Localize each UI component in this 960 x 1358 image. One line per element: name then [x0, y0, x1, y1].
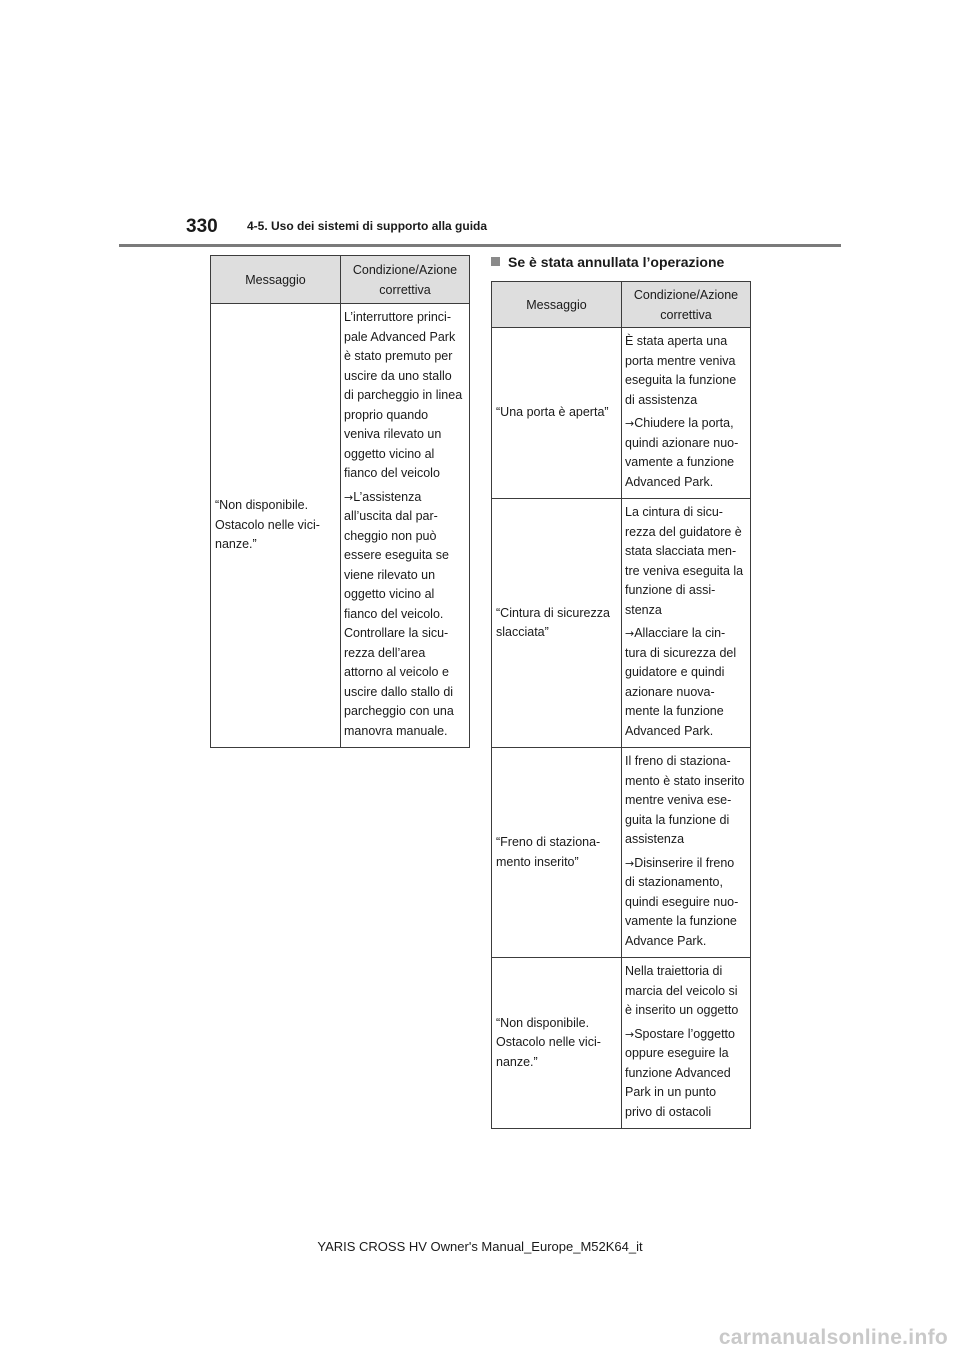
- action-line: rezza dell’area: [344, 645, 426, 660]
- condition-line: È stata aperta una: [625, 334, 728, 348]
- condition-line: veniva rilevato un: [344, 427, 442, 441]
- column-header-message: Messaggio: [211, 256, 341, 304]
- message-table-right: [491, 281, 751, 1129]
- action-line: Spostare l’oggetto: [634, 1026, 735, 1041]
- column-header-condition: [341, 256, 470, 304]
- condition-text: [625, 962, 746, 1021]
- table-row: [492, 328, 751, 499]
- condition-line: funzione di assi-: [625, 583, 716, 597]
- condition-cell: [622, 328, 751, 499]
- action-line: Advanced Park.: [625, 474, 714, 489]
- watermark: carmanualsonline.info: [718, 1326, 948, 1349]
- condition-line: pale Advanced Park: [344, 329, 456, 344]
- message-cell: [492, 958, 622, 1129]
- action-line: privo di ostacoli: [625, 1104, 712, 1119]
- action-line: Disinserire il freno: [634, 855, 735, 870]
- column-header-condition: [622, 282, 751, 328]
- column-header-condition-line1: Condizione/Azione: [352, 262, 458, 277]
- section-subheading: [491, 254, 724, 270]
- condition-line: è inserito un oggetto: [625, 1003, 739, 1017]
- action-text: [625, 854, 746, 952]
- condition-text: [344, 308, 465, 484]
- message-cell: [492, 499, 622, 748]
- message-line: “Una porta è aperta”: [496, 405, 609, 420]
- message-line: “Non disponibile.: [215, 498, 309, 513]
- action-line: parcheggio con una: [344, 704, 454, 718]
- condition-line: stata slacciata men-: [625, 544, 737, 558]
- action-text: [344, 488, 465, 742]
- action-line: oppure eseguire la: [625, 1046, 729, 1060]
- section-title: 4-5. Uso dei sistemi di supporto alla guida: [247, 219, 488, 233]
- condition-line: Nella traiettoria di: [625, 964, 723, 978]
- condition-text: [625, 752, 746, 850]
- message-line: “Cintura di sicurezza: [496, 605, 610, 620]
- message-line: slacciata”: [496, 625, 549, 639]
- action-line: viene rilevato un: [344, 567, 436, 582]
- action-line: L’assistenza: [353, 489, 422, 504]
- action-line: quindi azionare nuo-: [625, 435, 739, 450]
- action-line: all’uscita dal par-: [344, 509, 438, 523]
- condition-text: [625, 503, 746, 620]
- subheading-text: Se è stata annullata l’operazione: [508, 254, 725, 270]
- message-cell: [492, 748, 622, 958]
- action-line: Controllare la sicu-: [344, 626, 449, 640]
- condition-line: tre veniva eseguita la: [625, 563, 744, 578]
- arrow-icon: →: [344, 490, 354, 504]
- condition-line: di assistenza: [625, 392, 698, 407]
- condition-line: di parcheggio in linea: [344, 388, 463, 402]
- condition-line: rezza del guidatore è: [625, 524, 742, 539]
- square-bullet-icon: [491, 257, 500, 266]
- action-line: Chiudere la porta,: [634, 416, 734, 430]
- condition-line: Il freno di staziona-: [625, 754, 731, 768]
- condition-line: fianco del veicolo: [344, 466, 440, 480]
- condition-line: eseguita la funzione: [625, 373, 737, 387]
- condition-line: proprio quando: [344, 407, 429, 422]
- message-line: Ostacolo nelle vici-: [215, 517, 320, 532]
- action-line: azionare nuova-: [625, 684, 715, 699]
- condition-line: porta mentre veniva: [625, 353, 736, 368]
- action-line: cheggio non può: [344, 528, 437, 543]
- action-line: vamente la funzione: [625, 914, 737, 928]
- action-text: [625, 414, 746, 492]
- page-number: 330: [186, 216, 218, 237]
- condition-cell: [622, 499, 751, 748]
- condition-line: mento è stato inserito: [625, 773, 745, 788]
- column-header-message: Messaggio: [492, 282, 622, 328]
- arrow-icon: →: [625, 856, 635, 870]
- table-row: [211, 304, 470, 748]
- action-line: Advance Park.: [625, 933, 707, 948]
- message-line: “Non disponibile.: [496, 1015, 590, 1030]
- message-cell: [211, 304, 341, 748]
- action-line: guidatore e quindi: [625, 665, 725, 679]
- table-row: [492, 748, 751, 958]
- message-line: nanze.”: [496, 1054, 538, 1069]
- column-header-condition-line2: correttiva: [660, 307, 712, 322]
- message-cell: [492, 328, 622, 499]
- condition-line: mentre veniva ese-: [625, 793, 732, 807]
- action-line: essere eseguita se: [344, 548, 449, 562]
- arrow-icon: →: [625, 627, 635, 640]
- condition-line: è stato premuto per: [344, 349, 453, 363]
- table-row: [492, 958, 751, 1129]
- arrow-icon: →: [625, 417, 635, 430]
- action-line: quindi eseguire nuo-: [625, 894, 739, 909]
- action-line: oggetto vicino al: [344, 587, 435, 601]
- message-line: Ostacolo nelle vici-: [496, 1035, 601, 1050]
- condition-line: marcia del veicolo si: [625, 983, 738, 998]
- condition-line: uscire da uno stallo: [344, 368, 452, 383]
- condition-line: stenza: [625, 602, 662, 617]
- header-divider: [119, 244, 841, 247]
- condition-cell: [622, 958, 751, 1129]
- action-line: mente la funzione: [625, 704, 724, 718]
- message-line: mento inserito”: [496, 854, 579, 869]
- action-line: di stazionamento,: [625, 875, 723, 889]
- arrow-icon: →: [625, 1027, 635, 1041]
- action-line: vamente a funzione: [625, 455, 735, 469]
- condition-line: guita la funzione di: [625, 812, 730, 827]
- condition-line: oggetto vicino al: [344, 446, 435, 461]
- column-header-condition-line1: Condizione/Azione: [633, 287, 739, 302]
- condition-cell: [341, 304, 470, 748]
- action-line: tura di sicurezza del: [625, 645, 737, 660]
- message-line: “Freno di staziona-: [496, 835, 601, 849]
- action-line: uscire dallo stallo di: [344, 684, 454, 699]
- action-text: [625, 1025, 746, 1123]
- table-row: [492, 499, 751, 748]
- condition-line: La cintura di sicu-: [625, 505, 723, 519]
- condition-text: [625, 332, 746, 410]
- action-text: [625, 624, 746, 741]
- action-line: attorno al veicolo e: [344, 665, 449, 679]
- message-table-left: [210, 255, 470, 748]
- action-line: Park in un punto: [625, 1085, 717, 1099]
- action-line: manovra manuale.: [344, 723, 448, 738]
- condition-line: L’interruttore princi-: [344, 310, 451, 324]
- message-line: nanze.”: [215, 537, 257, 552]
- action-line: fianco del veicolo.: [344, 606, 444, 621]
- condition-line: assistenza: [625, 832, 685, 846]
- action-line: Allacciare la cin-: [634, 626, 726, 640]
- document-footer: YARIS CROSS HV Owner's Manual_Europe_M52K64_it: [317, 1239, 643, 1254]
- condition-cell: [622, 748, 751, 958]
- action-line: Advanced Park.: [625, 723, 714, 738]
- action-line: funzione Advanced: [625, 1065, 731, 1080]
- column-header-condition-line2: correttiva: [379, 282, 431, 297]
